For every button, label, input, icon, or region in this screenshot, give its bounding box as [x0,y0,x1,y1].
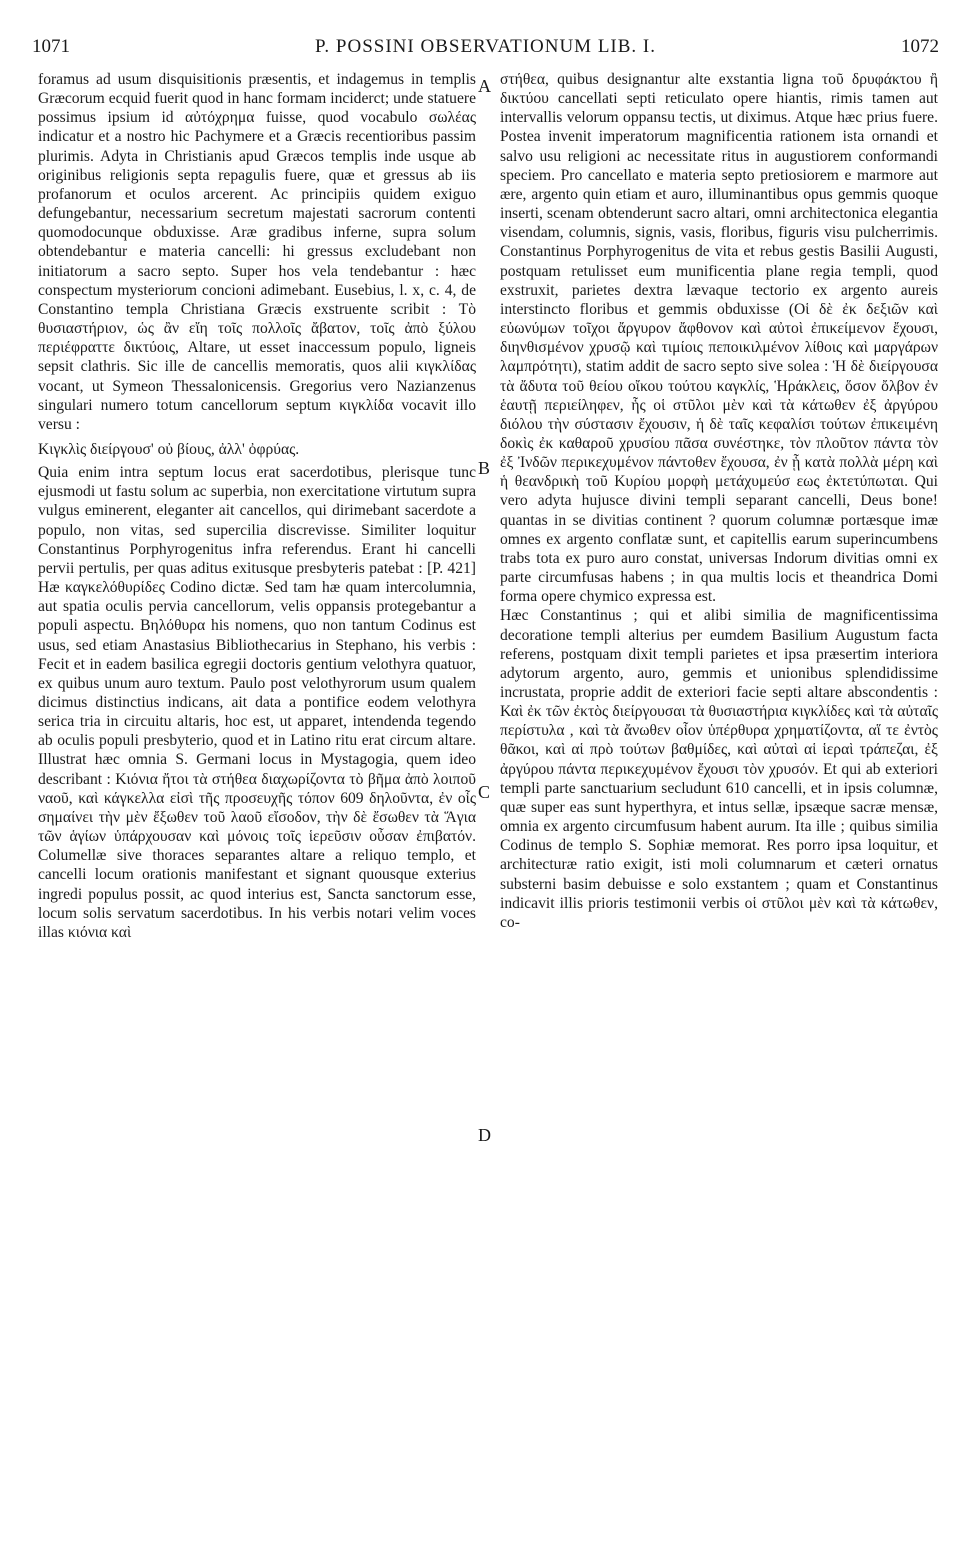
right-paragraph-2: Hæc Constantinus ; qui et alibi similia de magnificentissima decoratione templi alterius per eumdem Basilium Augustum facta referens, postquam dixit templi parietes et ipsa præsertim interiora adytorum argento, auro, gemmis et unionibus splendidissime incrustata, proprie addit de exteriori facie septi altare abscondentis : Καὶ ἐκ τῶν ἐκτὸς διείργουσαι τὰ θυσιαστήρια κιγκλίδες καὶ τὰ αὐταῖς περίστυλα , καὶ τὰ ἄνωθεν οἷον ὑπέρθυρα χρηματίζοντα, αἵ τε ἐντὸς θᾶκοι, καὶ αἱ πρὸ τούτων βαθμίδες, καὶ αὐταὶ αἱ ἱεραὶ τράπεζαι, ἐξ ἀργύρου πάντα περικεχυμένον ἔχουσι τὸν χρυσόν. Et qui ab exteriori templi parte sanctuarium secludunt 610 cancelli, et in ipsis columnæ, quæ super eas sunt hyperthyra, et intus sellæ, ipsæque sacræ mensæ, omnia ex argento circumfusum habent aurum. Ita ille ; quibus similia Codinus de templo S. Sophiæ memorat. Res porro ipsa loquitur, et architecturæ ratio exigit, isti moli columnarum et cæteri ornatus substerni basim debuisse e solo exstantem ; quam et Constantinus indicavit illis prioris testimonii verbis οἱ στῦλοι μὲν καὶ τὰ κάτωθεν, co- [500,607,938,931]
margin-marker-c: C [478,782,491,802]
right-paragraph-1: στήθεα, quibus designantur alte exstantia ligna τοῦ δρυφάκτου ἢ δικτύου cancellati septi reticulato opere hiantis, rimis tamen aut intervallis velorum oppansu tectis, ut diximus. Atque hæc prius fuere. Postea invenit imperatorum magnificentia rationem ista ornandi et salvo usu religioni ac necessitate ritus in augustiorem conformandi speciem. Pro cancellato e materia septo pretiosiorem e marmore aut ære, argento quin etiam et auro, illuminantibus opus gemmis quoque inserti, scenam obtenderunt sacro altari, omni architectonica elegantia visendam, columnis, signis, vasis, floribus, figuris visu pulcherrimis. Constantinus Porphyrogenitus de vita et rebus gestis Basilii Augusti, postquam retulisset eum munificentia plane regia templi, quod exstruxit, parietes dextra lævaque tectorio ex argento aureis interstincto floribus et gemmis obduxisse (Οἱ δὲ ἐκ δεξιῶν καὶ εὐωνύμων τοῖχοι ἄργυρον ἄφθονον καὶ αὐτοὶ ἐπικείμενον ἔχουσι, διηνθισμένον χρυσῷ καὶ τιμίοις πεποικιλμένον λίθοις καὶ μαργάρων λαμπρότητι), statim addit de sacro septo sive solea : Ἡ δὲ διείργουσα τὰ ἄδυτα τοῦ θείου οἴκου τούτου καγκλίς, Ἡράκλεις, ὅσον ὄλβον ἐν ἑαυτῇ περιείληφεν, ἧς οἱ στῦλοι μὲν καὶ τὰ κάτωθεν ἐξ ἀργύρου διόλου τὴν σύστασιν ἔχουσιν, ἡ δὲ ταῖς κεφαλίσι τούτων ἐπικειμένη δοκὶς ἐκ καθαροῦ χρυσίου πᾶσα συνέστηκε, τὸν πλοῦτον πάντα τὸν ἐξ Ἰνδῶν περικεχυμένον πάντοθεν ἔχουσα, ἐν ᾗ κατὰ πολλὰ μέρη καὶ ἡ θεανδρικὴ τοῦ Κυρίου μορφὴ μετάχυμεύσ εως ἐκτετύπωται. Qui vero adyta hujusce divini templi separant cancelli, Deus bone! quantas in se divitias continent ? quorum columnæ portæsque imæ omnes ex argento conflatæ sunt, et capitellis earum superincumbens trabs tota ex puro auro constat, universas Indorum divitias omni ex parte circumfusas habens ; in qua multis locis et theandrica Domi forma opere chymico expressa est. [500,71,938,606]
left-paragraph-1: foramus ad usum disquisitionis præsentis, et indagemus in templis Græcorum ecquid fuerit quod in hanc formam inciderct; unde statuere possimus ipsium id αὐτόχρημα fuisse, quod vocabulo σωλέας indicatur et a nostro hic Pachymere et a Græcis recentioribus passim plurimis. Adyta in Christianis apud Græcos templis inde usque ab originibus religionis septa repagulis fuere, quæ et gressus ab iis profanorum et oculos arcerent. Ac principiis quidem exiguo defungebantur, necessarium secretum majestati sacrorum contenti quomodocunque obduxisse. Aræ gradibus inferne, supra solum obtendebantur e materia cancelli: hi gressus excludebant non initiatorum a sacro septo. Super hos vela tendebantur : hæc conspectum mysteriorum concioni adimebant. Eusebius, l. x, c. 4, de Constantino templa Christiana Græcis exstruente scribit : Τὸ θυσιαστήριον, ὡς ἂν εἴη τοῖς πολλοῖς ἄβατον, τοῖς ἀπὸ ξύλου περιέφραττε δικτύοις, Altare, ut esset inaccessum populo, ligneis sepsit clathris. Sic ille de cancellis memoratis, quos alii κιγκλίδας vocant, ut Symeon Thessalonicensis. Gregorius vero Nazianzenus singulari numero totum cancellorum septum κιγκλίδα vocavit illo versu : [38,71,476,433]
running-title: P. POSSINI OBSERVATIONUM LIB. I. [314,36,657,57]
page-header [32,30,939,62]
margin-marker-b: B [478,458,491,478]
margin-marker-d: D [478,1125,491,1145]
right-column [500,70,938,932]
greek-verse: Κιγκλὶς διείργουσ' οὐ βίους, ἀλλ' ὀφρύας. [38,440,300,458]
left-column [38,70,476,942]
page-number-left: 1071 [32,36,70,57]
page-number-right: 1072 [901,36,939,57]
margin-marker-a: A [478,76,491,96]
left-paragraph-2: Quia enim intra septum locus erat sacerdotibus, plerisque tunc ejusmodi ut fastu solum ac superbia, non exercitatione virtutum supra vulgus eminerent, eleganter ait cancellos, qui dirimebant sacerdote a populo, non vitas, sed supercilia discrevisse. Similiter loquitur Constantinus Porphyrogenitus infra referendus. Erant hi cancelli pervii pertulis, per quas aditus exitusque presbyteris patebat : [P. 421] Hæ καγκελόθυρίδες Codino dictæ. Sed tam hæ quam intercolumnia, aut spatia oculis pervia cancellorum, velis oppansis protegebantur a populi aspectu. Βηλόθυρα his nomens, quo non tantum Codinus est usus, sed etiam Anastasius Bibliothecarius in Stephano, his verbis : Fecit et in eadem basilica egregii doctoris gentium velothyra quatuor, ex quibus unum auro textum. Paulo post velothyrorum usum qualem dicimus distinctius indicans, ait data a pontifice eodem velothyra serica tria in circuitu altaris, hoc est, ut apparet, intendenda tegendo ab oculis populi presbyterio, quod et in Latino ritu erat circum altare. Illustrat hæc omnia S. Germani locus in Mystagogia, quem ideo describant : Κιόνια ἤτοι τὰ στήθεα διαχωρίζοντα τὸ βῆμα ἀπὸ λοιποῦ ναοῦ, καὶ κάγκελλα εἰσὶ τῆς προσευχῆς τόπον 609 δηλοῦντα, ἐν οἷς σημαίνει τὴν μὲν ἔξωθεν τοῦ λαοῦ εἴσοδον, τὴν δὲ ἔσωθεν τὰ Ἅγια τῶν ἁγίων ὑπάρχουσαν καὶ μόνοις τοῖς ἱερεῦσιν οὖσαν ἐπιβατόν. Columellæ sive thoraces separantes altare a reliquo templo, et cancelli locum orationis manifestant et signant quousque exterius ingredi populus possit, ac quod interius est, Sancta sanctorum esse, locum solis servatum sacerdotibus. In his verbis notari velim voces illas κιόνια καὶ [38,464,476,941]
